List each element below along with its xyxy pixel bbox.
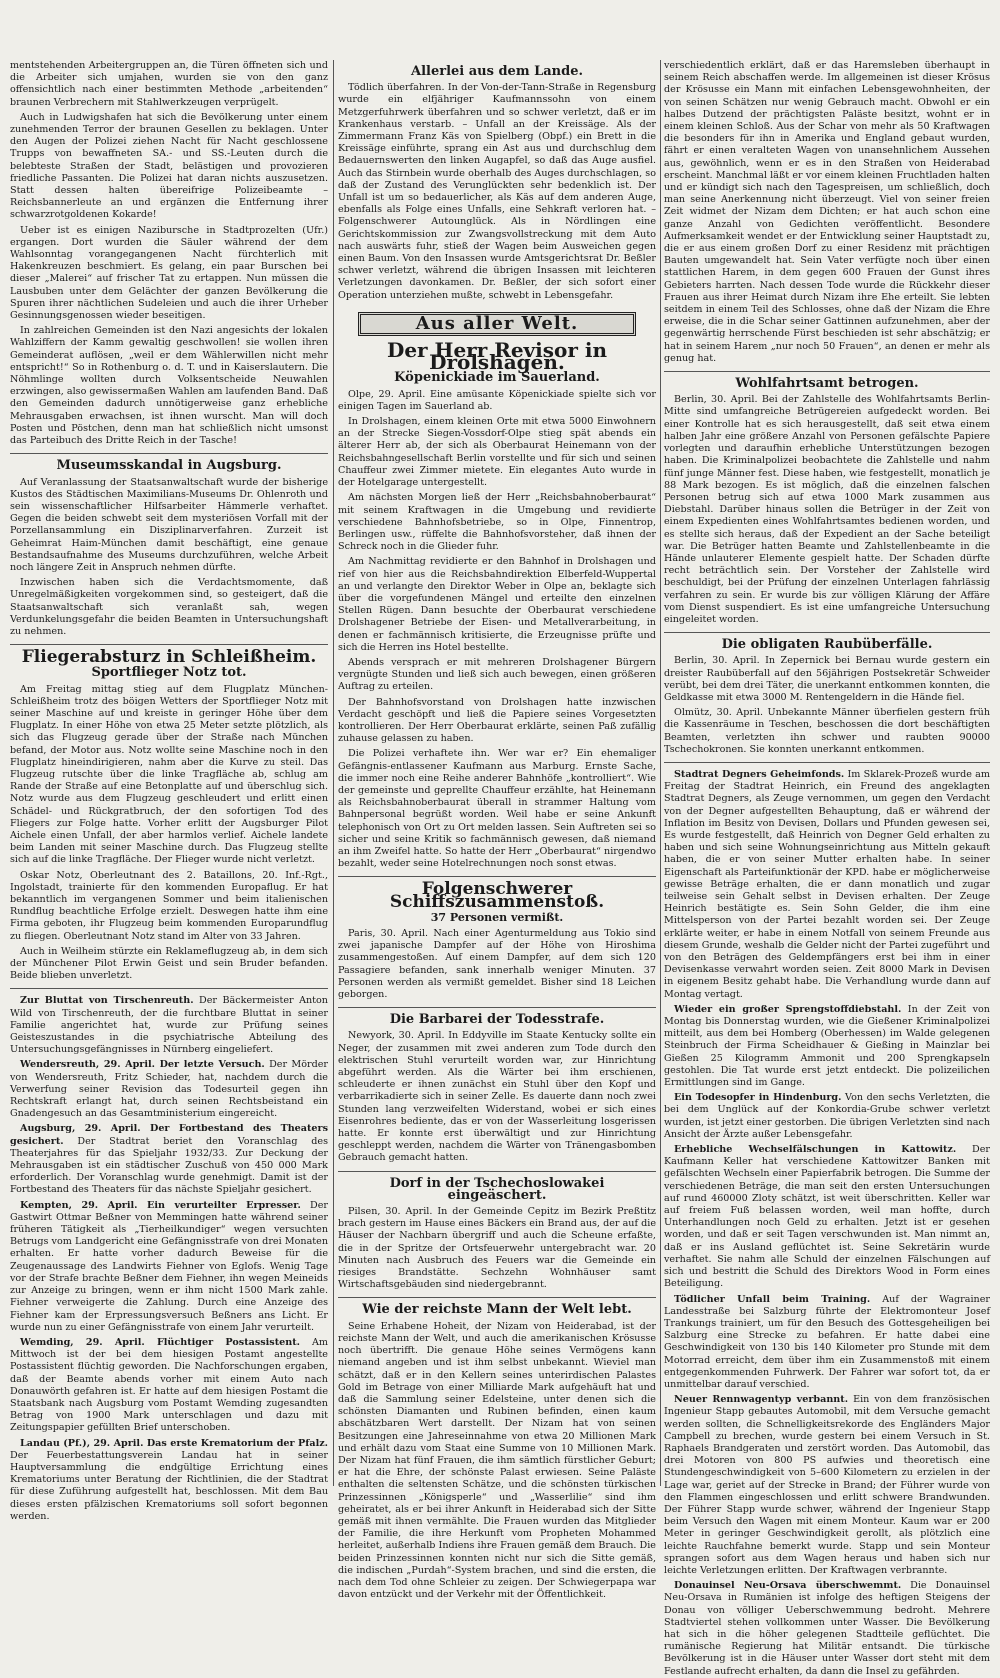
news-body: Der Mörder von Wendersreuth, Fritz Schieder, hat, nachdem durch die Verwerfung seiner Revision das Todesurteil gegen ihn Rechtskraft erlangt hat, durch seinen Rechtsbeistand ein Gnadengesuch an das Gesamtministerium eingereicht.: [10, 1059, 328, 1120]
article-paragraph: Olpe, 29. April. Eine amüsante Köpenickiade spielte sich vor einigen Tagen im Sauerland ab.: [338, 388, 656, 412]
subheadline-flieger: Sportflieger Notz tot.: [91, 665, 247, 681]
news-lead: Tödlicher Unfall beim Training.: [674, 1293, 871, 1305]
news-lead: Neuer Rennwagentyp verbannt.: [674, 1394, 849, 1406]
news-lead: Landau (Pf.), 29. April. Das erste Krematorium der Pfalz.: [20, 1437, 328, 1449]
headline-raub: Die obligaten Raubüberfälle.: [721, 637, 933, 653]
news-lead: Ein Todesopfer in Hindenburg.: [674, 1092, 842, 1104]
article-paragraph: Tödlich überfahren. In der Von-der-Tann-Straße in Regensburg wurde ein elfjähriger Kaufmannssohn von einem Metzgerfuhrwerk überfahren und so schwer verletzt, daß er im Krankenhaus verstarb. – Unfall an der Kreissäge. Als der Zimmermann Franz Käs von Spielberg (Obpf.) ein Brett in die Kreissäge einführte, sprang ein Ast aus und durchschlug dem Bedauernswerten den linken Augapfel, so daß das Auge ausfiel. Auch das Stirnbein wurde oberhalb des Auges durchschlagen, so daß der Zustand des Verunglückten sehr bedenklich ist. Der Unfall ist um so bedauerlicher, als Käs auf dem anderen Auge, ebenfalls als Folge eines Unfalls, eine Sehkraft verloren hat. – Folgenschwerer Autounglück. Als in Nördlingen eine Gerichtskommission zur Zwangsvollstreckung mit dem Auto nach auswärts fuhr, stieß der Wagen beim Ausweichen gegen einen Baum. Von den Insassen wurde Amtsgerichtsrat Dr. Beßler schwer verletzt, während die übrigen Insassen mit leichteren Verletzungen davonkamen. Dr. Beßler, der sich sofort einer Operation unterziehen mußte, schwebt in Lebensgefahr.: [338, 82, 656, 301]
article-paragraph: Ueber ist es einigen Nazibursche in Stadtprozelten (Ufr.) ergangen. Dort wurden die Säuler während der dem Wahlsonntag vorangegangenen Nacht fürchterlich mit Hakenkreuzen beschmiert. Es gelang, ein paar Burschen bei dieser „Malerei“ auf frischer Tat zu ertappen. Nun müssen die Lausbuben unter dem Gelächter der ganzen Bevölkerung die Spuren ihrer nächtlichen Sudeleien und auch die ihrer Urheber Gesinnungsgenossen wieder beseitigen.: [10, 224, 328, 322]
separator: [10, 988, 328, 989]
article-paragraph: Auch in Weilheim stürzte ein Reklameflugzeug ab, in dem sich der Münchener Pilot Erwin Geist und sein Bruder befanden. Beide blieben unverletzt.: [10, 945, 328, 982]
article-paragraph: In Drolshagen, einem kleinen Orte mit etwa 5000 Einwohnern an der Strecke Siegen-Vossdorf-Olpe stieg spät abends ein älterer Herr ab, der sich als Oberbaurat Heinemann von der Reichsbahngesellschaft Berlin vorstellte und für sich und seinen Chauffeur zwei Zimmer mietete. Ein elegantes Auto wurde in der Hotelgarage untergestellt.: [338, 416, 656, 489]
article-paragraph: Paris, 30. April. Nach einer Agenturmeldung aus Tokio sind zwei japanische Dampfer auf der Höhe von Hiroshima zusammengestoßen. Auf einem Dampfer, auf dem sich 120 Passagiere befanden, sank innerhalb weniger Minuten. 37 Personen werden als vermißt gemeldet. Bisher sind 18 Leichen geborgen.: [338, 928, 656, 1001]
section-banner: Aus aller Welt.: [358, 312, 636, 336]
headline-barbarei: Die Barbarei der Todesstrafe.: [389, 1012, 605, 1028]
news-lead: Zur Bluttat von Tirschenreuth.: [20, 995, 194, 1007]
separator: [338, 876, 656, 877]
news-lead: Erhebliche Wechselfälschungen in Kattowitz.: [674, 1144, 957, 1156]
subheadline-schiff: 37 Personen vermißt.: [430, 910, 564, 924]
news-item: [664, 1294, 990, 1392]
separator: [664, 632, 990, 633]
news-item: [664, 1394, 990, 1577]
article-paragraph: verschiedentlich erklärt, daß er das Haremsleben überhaupt in seinem Reich abschaffen werde. Im allgemeinen ist dieser Krösus der Krösusse ein Mann mit einfachen Lebensgewohnheiten, der von seinen Schätzen nur wenig Gebrauch macht. Obwohl er ein halbes Dutzend der prächtigsten Paläste besitzt, wohnt er in einem kleinen Schloß. Aus der Schar von mehr als 50 Kraftwagen die besonders für ihn in Amerika und England gebaut wurden, fährt er einen veralteten Wagen von unansehnlichem Aussehen aus, gewöhnlich, wenn er es in den Straßen von Heiderabad erscheint. Manchmal läßt er vor einem kleinen Fruchtladen halten und er kündigt sich nach den Tagespreisen, um schließlich, doch man seine Anerkennung nicht überzeugt. Viel von seiner freien Zeit widmet der Nizam dem Dichten; er hat auch schon eine ganze Anzahl von Gedichten veröffentlicht. Besondere Aufmerksamkeit wendet er der Entwicklung seiner Hauptstadt zu, die er aus einem großen Dorf zu einer Residenz mit prächtigen Bauten umgewandelt hat. Sein Vater verfügte noch über einen stattlichen Harem, in dem gegen 600 Frauen der Gunst ihres Gebieters harrten. Nach dessen Tode wurde die Rückkehr dieser Frauen aus ihrer Heimat durch Nizam ihre Ehe erteilt. Sie lebten seitdem in einem Teil des Schlosses, ohne daß der Nizam die Ehre erweise, die in die Schar seiner Gattinnen aufzunehmen, aber der gegenwärtig herrschende Fürst beschieden ist sehr abschätzig; er hat in seinem Harem „nur noch 50 Frauen“, an denen er mehr als genug hat.: [664, 60, 990, 364]
news-body: Der Gastwirt Ottmar Beßner von Memmingen hatte während seiner früheren Tätigkeit als „Tierheilkundiger“ wegen versuchten Betrugs vom Landgericht eine Gefängnisstrafe von drei Monaten erhalten. Er hatte vorher dadurch Beweise für die Zeugenaussage des Landwirts Fiehner von Eglofs. Wenig Tage vor der Strafe brachte Beßner dem Fiehner, ihn wegen Meineids zur Anzeige zu bringen, wenn er ihm nicht 1500 Mark zahle. Fiehner verweigerte die Zahlung. Durch eine Anzeige des Fiehner kam der Erpressungsversuch Beßners ans Licht. Er wurde nun zu einer Gefängnisstrafe von einem Jahr verurteilt.: [10, 1199, 328, 1333]
separator: [338, 1007, 656, 1008]
article-paragraph: In zahlreichen Gemeinden ist den Nazi angesichts der lokalen Wahlziffern der Kamm gewaltig geschwollen! sie wollen ihren Gemeinderat auflösen, „weil er dem Wählerwillen nicht mehr entspricht!“ So in Rothenburg o. d. T. und in Kaiserslautern. Die Nöhmlinge wollten durch Volksentscheide Neuwahlen erzwingen, also gewissermaßen Wahlen am laufenden Band. Daß den Gemeinden dadurch unnötigerweise ganz erhebliche Mehrausgaben erwachsen, ist ihnen wurscht. Man will doch Posten und Pöstchen, denn man hat schließlich nicht umsonst das Parteibuch des Dritte Reich in der Tasche!: [10, 325, 328, 447]
headline-museum: Museumsskandal in Augsburg.: [56, 458, 282, 474]
news-body: Der Kaufmann Keller hat verschiedene Kattowitzer Banken mit gefälschten Wechseln einer Papierfabrik betrogen. Die Summe der verschiedenen Beträge, die man seit den ersten Untersuchungen auf rund 460000 Zloty schätzt, ist weit überschritten. Keller war auf freiem Fuß belassen worden, weil man hoffte, durch Unterhandlungen noch Geld zu erhalten. Jetzt ist er gesehen worden, und daß er seit Tagen verschwunden ist. Man nimmt an, daß er ins Ausland geflüchtet ist. Seine Sekretärin wurde verhaftet. Sie nahm alle Schuld der einzelnen Fälschungen auf sich und bestritt die Schuld des Direktors Wood in Form eines Beteiligung.: [664, 1144, 990, 1290]
news-lead: Kempten, 29. April. Ein verurteilter Erpresser.: [20, 1199, 301, 1211]
separator: [664, 371, 990, 372]
subheadline-revisor: Köpenickiade im Sauerland.: [394, 370, 600, 386]
article-paragraph: Olmütz, 30. April. Unbekannte Männer überfielen gestern früh die Kassenräume in Teschen, beschossen die dort beschäftigten Beamten, verletzten ihn schwer und raubten 90000 Tschechokronen. Sie konnten unerkannt entkommen.: [664, 707, 990, 755]
news-item: [664, 1092, 990, 1141]
news-item: [10, 1438, 328, 1523]
column-left: [10, 60, 328, 1522]
news-body: Im Sklarek-Prozeß wurde am Freitag der Stadtrat Heinrich, ein Freund des angeklagten Stadtrat Degners, als Zeuge vernommen, um gegen den Verdacht von der Degner aufgestellten Behauptung, daß er während der Inflation im Besitz von Devisen, Dollars und Pfunden gewesen sei, Es wurde festgestellt, daß Heinrich von Degner Geld erhalten zu haben und sich seine Wohnungseinrichtung aus Mitteln gekauft haben, die er von seiner Mutter erhalten habe. In seiner Eigenschaft als Parteifunktionär der KPD. habe er möglicherweise gewisse Beträge erhalten, die er dann monatlich und zugar teilweise sein Gehalt selbst in Devisen erhalten. Der Zeuge Heinrich bestätigte es. Sein Sohn Gelder, die ihm eine Mittelsperson von der Partei bezahlt worden sei. Der Zeuge erklärte weiter, er habe in einem Notfall von seinem Freunde aus diesem Grunde, weshalb die Gelder nicht der Partei zugeführt und von den Beträgen des Geldempfängers erst bei ihm in einer Devisenkasse verwahrt worden seien. Zeit 8000 Mark in Devisen in eigenem Besitz gehabt habe. Die Verhandlung wurde dann auf Montag vertagt.: [664, 768, 990, 1000]
news-body: In der Zeit von Montag bis Donnerstag wurden, wie die Gießener Kriminalpolizei mitteilt, aus dem bei Homberg (Oberhessen) im Walde gelegenen Steinbruch der Firma Scheidhauer & Gießing in Mainzlar bei Gießen 25 Kilogramm Ammonit und 200 Sprengkapseln gestohlen. Die Tat wurde erst jetzt entdeckt. Die polizeilichen Ermittlungen sind im Gange.: [664, 1003, 990, 1089]
article-paragraph: Inzwischen haben sich die Verdachtsmomente, daß Unregelmäßigkeiten vorgekommen sind, so gesteigert, daß die Staatsanwaltschaft sich veranlaßt sah, wegen Verdunkelungsgefahr die beiden Beamten in Untersuchungshaft zu nehmen.: [10, 577, 328, 637]
article-paragraph: Newyork, 30. April. In Eddyville im Staate Kentucky sollte ein Neger, der zusammen mit zwei anderen zum Tode durch den elektrischen Stuhl verurteilt worden war, zur Hinrichtung abgeführt werden. Als die Wärter bei ihm erschienen, schleuderte er ihnen zunächst ein Stuhl über den Kopf und verbarrikadierte sich in seiner Zelle. Es dauerte dann noch zwei Stunden lang verzweifelten Widerstand, wobei er sich eines Eisenrohres bediente, das er von der Wasserleitung losgerissen hatte. Er konnte erst überwältigt und zur Hinrichtung geschleppt werden, nachdem die Wärter von Tränengasbomben Gebrauch gemacht hatten.: [338, 1030, 656, 1164]
headline-allerlei: Allerlei aus dem Lande.: [410, 64, 584, 79]
news-item: [10, 1337, 328, 1435]
news-body: Die Donauinsel Neu-Orsava in Rumänien ist infolge des heftigen Steigens der Donau von völliger Ueberschwemmung bedroht. Mehrere Stadtviertel stehen vollkommen unter Wasser. Die Bevölkerung hat sich in die höher gelegenen Stadtteile geflüchtet. Die rumänische Regierung hat Militär entsandt. Die türkische Bevölkerung ist in die Häuser unter Wasser dort steht mit dem Festlande aufrecht erhalten, da dann die Insel zu gefährden.: [664, 1580, 990, 1677]
article-paragraph: Berlin, 30. April. In Zepernick bei Bernau wurde gestern ein dreister Raubüberfall auf den 56jährigen Postsekretär Schweider verübt, bei dem drei Täter, die unerkannt entkommen konnten, die Geldkasse mit etwa 3000 M. Rentengeldern in die Hände fiel.: [664, 655, 990, 703]
separator: [338, 1171, 656, 1172]
news-body: Von den sechs Verletzten, die bei dem Unglück auf der Konkordia-Grube schwer verletzt wurden, ist jetzt einer gestorben. Die übrigen Verletzten sind nach Ansicht der Ärzte außer Lebensgefahr.: [664, 1092, 990, 1140]
news-item: [664, 1004, 990, 1089]
column-right: [664, 60, 990, 1677]
article-paragraph: Abends versprach er mit mehreren Drolshagener Bürgern vergnügte Stunden und ließ sich auch bewegen, einen größeren Auftrag zu erteilen.: [338, 656, 656, 693]
article-paragraph: Berlin, 30. April. Bei der Zahlstelle des Wohlfahrtsamts Berlin-Mitte sind umfangreiche Betrügereien aufgedeckt worden. Bei einer Kontrolle hat es sich herausgestellt, daß seit etwa einem halben Jahr eine größere Anzahl von Personen gefälschte Papiere vorlegten und daraufhin erhebliche Unterstützungen bezogen haben. Die Kriminalpolizei beobachtete die Zahlstelle und nahm fünf junge Männer fest. Diese haben, wie festgestellt, monatlich je 88 Mark bezogen. Es ist möglich, daß die einzelnen falschen Personen betrug sich auf etwa 1000 Mark zusammen aus Diebstahl. Darüber hinaus sollen die Betrüger in der Zeit von einem Expedienten eines Wohlfahrtsamtes bedienen worden, und es stellte sich heraus, daß der Expedient an der Sache beteiligt war. Die Betrüger hatten Beamte und Zahlstellenbeamte in die Hände unlauterer Elemente gespielt hatte. Der Schaden dürfte recht beträchtlich sein. Der Vorsteher der Zahlstelle wird beschuldigt, bei der Prüfung der einzelnen Unterlagen fahrlässig verfahren zu sein. Er wurde bis zur völligen Klärung der Affäre vom Dienst suspendiert. Es ist eine umfangreiche Untersuchung eingeleitet worden.: [664, 394, 990, 625]
news-body: Am Mittwoch ist der bei dem hiesigen Postamt angestellte Postassistent flüchtig geworden. Die Nachforschungen ergaben, daß der Beamte abends vorher mit einem Auto nach Donauwörth gefahren ist. Er hatte auf dem hiesigen Postamt die Staatsbank nach Augsburg vom Postamt Wemding zugesandten Betrag von 1900 Mark unterschlagen und dazu mit Zeitungspapier gefüllten Brief unterschoben.: [10, 1336, 328, 1434]
news-item: [664, 1144, 990, 1290]
news-lead: Donauinsel Neu-Orsava überschwemmt.: [674, 1580, 902, 1592]
column-rule: [660, 60, 661, 1486]
article-paragraph: Am nächsten Morgen ließ der Herr „Reichsbahnoberbaurat“ mit seinem Kraftwagen in die Umgebung und revidierte verschiedene Bahnhofsbetriebe, so in Olpe, Finnentrop, Berlingen usw., rüffelte die Bahnhofsvorsteher, daß ihnen der Schreck noch in die Glieder fuhr.: [338, 492, 656, 553]
separator: [10, 453, 328, 454]
news-lead: Wendersreuth, 29. April. Der letzte Versuch.: [20, 1059, 265, 1071]
news-item: [10, 1200, 328, 1334]
article-paragraph: Oskar Notz, Oberleutnant des 2. Bataillons, 20. Inf.-Rgt., Ingolstadt, trainierte für den kommenden Europaflug. Er hat bekanntlich im vergangenen Sommer und beim italienischen Rundflug beachtliche Erfolge erzielt. Deswegen hatte ihm eine Firma geboten, ihr Flugzeug beim kommenden Europarundflug zu fliegen. Oberleutnant Notz stand im Alter von 33 Jahren.: [10, 869, 328, 942]
article-paragraph: Am Nachmittag revidierte er den Bahnhof in Drolshagen und rief von hier aus die Reichsbahndirektion Elberfeld-Wuppertal an und verlangte den Direktor Weber in Olpe an, beklagte sich über die vorgefundenen Mängel und erteilte den einzelnen Stellen Rügen. Dann besuchte der Oberbaurat verschiedene Drolshagener Betriebe der Eisen- und Metallverarbeitung, in denen er fachmännisch kritisierte, die Erzeugnisse prüfte und sich die Herren ins Hotel bestellte.: [338, 556, 656, 653]
news-item: [664, 769, 990, 1001]
separator: [338, 1297, 656, 1298]
article-paragraph: Die Polizei verhaftete ihn. Wer war er? Ein ehemaliger Gefängnis-entlassener Kaufmann aus Marburg. Ernste Sache, die immer noch eine Reihe anderer Bahnhöfe „kontrolliert“. Wie der gemeinste und geprellte Chauffeur erzählte, hat Heinemann als Reichsbahnoberbaurat überall in strammer Haltung vom Bahnpersonal begrüßt worden. Weil habe er seine Ankunft telephonisch von Ort zu Ort melden lassen. Sein Auftreten sei so sicher und seine Kritik so fachmännisch gewesen, daß niemand an ihm Zweifel hatte. So hatte der Herr „Oberbaurat“ nirgendwo bezahlt, weder seine Hotelrechnungen noch sonst etwas.: [338, 748, 656, 870]
news-body: Der Bäckermeister Anton Wild von Tirschenreuth, der die furchtbare Bluttat in seiner Familie angerichtet hat, wurde zur Prüfung seines Geisteszustandes in die psychiatrische Abteilung des Untersuchungsgefängnisses in Nürnberg eingeliefert.: [10, 995, 328, 1056]
news-lead: Wieder ein großer Sprengstoffdiebstahl.: [674, 1003, 902, 1015]
column-rule: [333, 60, 334, 1486]
news-item: [10, 995, 328, 1056]
news-lead: Augsburg, 29. April. Der Fortbestand des Theaters gesichert.: [10, 1123, 328, 1147]
headline-dorf: Dorf in der Tschechoslowakei eingeäschert.: [389, 1175, 605, 1203]
article-paragraph: Der Bahnhofsvorstand von Drolshagen hatte inzwischen Verdacht geschöpft und ließ die Papiere seines Vorgesetzten kontrollieren. Der Herr Oberbaurat erklärte, seinen Paß zufällig zuhause gelassen zu haben.: [338, 696, 656, 745]
headline-wohlfahrt: Wohlfahrtsamt betrogen.: [735, 376, 919, 392]
news-lead: Wemding, 29. April. Flüchtiger Postassistent.: [20, 1336, 300, 1348]
article-paragraph: Auf Veranlassung der Staatsanwaltschaft wurde der bisherige Kustos des Städtischen Maximilians-Museums Dr. Ohlenroth und sein wissenschaftlicher Hilfsarbeiter Hämmerle verhaftet. Gegen die beiden schwebt seit dem mysteriösen Vorfall mit der Porzellansammlung ein Disziplinarverfahren. Zurzeit ist Geheimrat Haim-München damit beschäftigt, eine genaue Bestandsaufnahme des Museums durchzuführen, welche Arbeit noch längere Zeit in Anspruch nehmen dürfte.: [10, 476, 328, 573]
news-body: Der Stadtrat beriet den Voranschlag des Theaterjahres für das Spieljahr 1932/33. Zur Deckung der Mehrausgaben ist ein städtischer Zuschuß von 450 000 Mark erforderlich. Der Voranschlag wurde genehmigt. Damit ist der Fortbestand des Theaters für das nächste Spieljahr gesichert.: [10, 1135, 328, 1196]
news-body: Auf der Wagrainer Landesstraße bei Salzburg führte der Elektromonteur Josef Trankungs trainiert, um für den Besuch des Gottesgeheiligen bei Salzburg eine Strecke zu befahren. Er hatte dabei eine Geschwindigkeit von 130 bis 140 Kilometer pro Stunde mit dem Motorrad erreicht, dem über ihm ein Zusammenstoß mit einem entgegenkommenden Fuhrwerk. Der Fahrer war sofort tot, da er unmittelbar darauf verschied.: [664, 1293, 990, 1390]
news-body: Ein von dem französischen Ingenieur Stapp gebautes Automobil, mit dem Versuche gemacht werden sollten, die Schnelligkeitsrekorde des Engländers Major Campbell zu brechen, wurde gestern bei einem Versuch in St. Raphaels Brandgeraten und zerstört worden. Das Automobil, das drei Motoren von 800 PS aufwies und theoretisch eine Stundengeschwindigkeit von 5–600 Kilometern zu erzielen in der Lage war, geriet auf der Strecke in Brand; der Führer wurde von den Flammen eingeschlossen und erlitt schwere Brandwunden. Der Führer Stapp wurde schwer, während der Ingenieur Stapp beim Versuch den Wagen mit einem Monteur. Kaum war er 200 Meter in geringer Geschwindigkeit gerollt, als plötzlich eine leichte Rauchfahne bemerkt wurde. Stapp und sein Monteur sprangen sofort aus dem Wagen heraus und haben sich nur leichte Verletzungen erlitten. Der Kraftwagen verbrannte.: [664, 1394, 990, 1576]
separator: [10, 644, 328, 645]
news-item: [10, 1123, 328, 1196]
news-lead: Stadtrat Degners Geheimfonds.: [674, 768, 845, 780]
headline-schiff: Folgenschwerer Schiffszusammenstoß.: [389, 879, 605, 912]
article-paragraph: Seine Erhabene Hoheit, der Nizam von Heiderabad, ist der reichste Mann der Welt, und auch die amerikanischen Krösusse noch übertrifft. Die genaue Höhe seines Vermögens kann niemand angeben und ist ihm selbst unbekannt. Wieviel man schätzt, daß er in den Kellern seines unterirdischen Palastes Gold im Betrage von einer Milliarde Mark aufgehäuft hat und daß die Sammlung seiner Edelsteine, unter denen sich die schönsten Diamanten und Rubinen befinden, einen kaum abschätzbaren Wert darstellt. Der Nizam hat von seinen Besitzungen eine Jahreseinnahme von etwa 20 Millionen Mark und erhält dazu vom Staat eine Summe von 10 Millionen Mark. Der Nizam hat fünf Frauen, die ihm sämtlich fürstlicher Geburt; er hat die Ehre, der schönste Palast erwiesen. Seine Paläste enthalten die seltensten Schätze, und die schönsten türkischen Prinzessinnen „Königsperle“ und „Wasserlilie“ sind ihm geheiratet, als er bei ihrer Ankunft in Heiderabad sich der Sitte gemäß mit ihnen vermählte. Die Frauen wurden das Mitglieder der Familie, die ihre Herkunft vom Propheten Mohammed herleitet, außerhalb Indiens ihre Frauen gemäß dem Brauch. Die beiden Prinzessinnen konnten nicht nur sich die Sitte gemäß, die indischen „Purdah“-System brachen, und sind die ersten, die nach dem Tod ohne Schleier zu zeigen. Der Schwiegerpapa war davon entzückt und der Verkehr mit der Öffentlichkeit.: [338, 1320, 656, 1601]
headline-reich: Wie der reichste Mann der Welt lebt.: [362, 1302, 632, 1318]
headline-flieger: Fliegerabsturz in Schleißheim.: [21, 647, 317, 668]
news-item: [664, 1580, 990, 1678]
article-paragraph: Pilsen, 30. April. In der Gemeinde Cepitz im Bezirk Preßtitz brach gestern im Hause eines Bäckers ein Brand aus, der auf die Häuser der Nachbarn übergriff und auch die Scheune erfaßte, die in der Spritze der Ortsfeuerwehr untergebracht war. 20 Minuten nach Ausbruch des Feuers war die Gemeinde ein riesiges Brandstätte. Sechzehn Wohnhäuser samt Wirtschaftsgebäuden sind niedergebrannt.: [338, 1206, 656, 1291]
headline-revisor: Der Herr Revisor in Drolshagen.: [386, 338, 608, 375]
article-paragraph: Auch in Ludwigshafen hat sich die Bevölkerung unter einem zunehmenden Terror der braunen Gesellen zu beklagen. Unter den Augen der Polizei ziehen Nacht für Nacht geschlossene Trupps von bewaffneten SA.- und SS.-Leuten durch die belebteste Straßen der Stadt, belästigen und provozieren friedliche Passanten. Die Polizei hat daran nichts auszusetzen. Statt dessen halten übereifrige Polizeibeamte – Reichsbannerleute an und ergänzen die Entfernung ihrer schwarzrotgoldenen Kokarde!: [10, 111, 328, 221]
article-paragraph: mentstehenden Arbeitergruppen an, die Türen öffneten sich und die Arbeiter sich umjahen, wurden sie von den ganz offensichtlich nach einer bestimmten Methode „arbeitenden“ braunen Verbrechern mit Stahlwerkzeugen verprügelt.: [10, 60, 328, 108]
article-paragraph: Am Freitag mittag stieg auf dem Flugplatz München-Schleißheim trotz des böigen Wetters der Sportflieger Notz mit seiner Maschine auf und kreiste in geringer Höhe über dem Flugplatz. In einer Höhe von etwa 25 Meter setzte plötzlich, als sich das Flugzeug gerade über der Straße nach München befand, der Motor aus. Notz wollte seine Maschine noch in den Flugplatz hineindirigieren, nahm aber die Kurve zu steil. Das Flugzeug rutschte über die linke Tragfläche ab, schlug am Rande der Straße auf eine Betonplatte auf und überschlug sich. Notz wurde aus dem Flugzeug geschleudert und erlitt einen Schädel- und Rückgratbruch, der den sofortigen Tod des Fliegers zur Folge hatte. Vorher erlitt der Augsburger Pilot Aichele einen Unfall, der aber harmlos verlief. Aichele landete beim Landen mit seiner Maschine durch. Das Flugzeug stellte sich auf die linke Tragfläche. Der Flieger wurde nicht verletzt.: [10, 683, 328, 866]
column-middle: [338, 60, 656, 1601]
news-item: [10, 1059, 328, 1120]
news-body: Der Feuerbestattungsverein Landau hat in seiner Hauptversammlung die endgültige Errichtung eines Krematoriums unter Beratung der Richtlinien, die der Stadtrat für diese Zuführung aufgestellt hat, beschlossen. Mit dem Bau dieses ersten pfälzischen Krematoriums soll sofort begonnen werden.: [10, 1449, 328, 1522]
separator: [664, 762, 990, 763]
